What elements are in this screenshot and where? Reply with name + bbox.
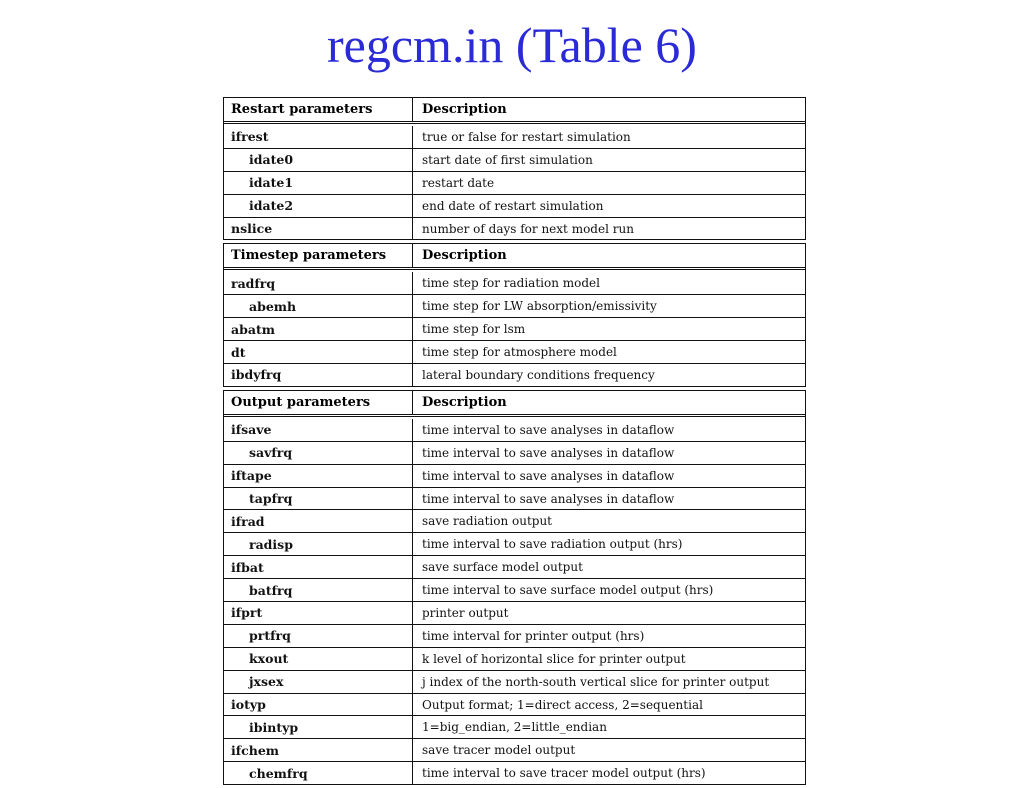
parameter-table	[223, 97, 806, 788]
table-row	[224, 715, 805, 738]
table-row	[224, 464, 805, 487]
table-row	[224, 647, 805, 670]
table-row	[224, 738, 805, 761]
table-row	[224, 148, 805, 171]
parameter-name: kxout	[224, 648, 413, 670]
parameter-name: ifsave	[224, 419, 413, 441]
parameter-description: time interval for printer output (hrs)	[422, 628, 645, 643]
parameter-name: abatm	[224, 318, 413, 340]
table-row	[224, 419, 805, 441]
parameter-description: time step for LW absorption/emissivity	[422, 299, 657, 314]
table-row	[224, 194, 805, 217]
parameter-description: time interval to save analyses in dataflow	[422, 445, 675, 460]
parameter-name: dt	[224, 341, 413, 363]
table-section	[223, 97, 806, 240]
parameter-name: ibdyfrq	[224, 364, 413, 386]
table-row	[224, 217, 805, 240]
parameter-description: time interval to save analyses in dataflow	[422, 491, 675, 506]
parameter-description: lateral boundary conditions frequency	[422, 367, 655, 382]
slide-title: regcm.in (Table 6)	[327, 17, 697, 73]
table-row	[224, 555, 805, 578]
parameter-name: ifchem	[224, 739, 413, 761]
parameter-description: time interval to save radiation output (hrs)	[422, 537, 683, 552]
parameter-description: time step for lsm	[422, 322, 526, 337]
parameter-description: Output format; 1=direct access, 2=sequential	[422, 697, 703, 712]
table-row	[224, 126, 805, 148]
parameter-name: iotyp	[224, 694, 413, 716]
parameter-description: save radiation output	[422, 514, 553, 529]
parameter-description: start date of first simulation	[422, 152, 593, 167]
parameter-description: time interval to save analyses in dataflow	[422, 468, 675, 483]
section-header-description: Description	[422, 102, 507, 117]
table-section	[223, 390, 806, 785]
parameter-description: j index of the north-south vertical slice for printer output	[422, 674, 770, 689]
table-row	[224, 601, 805, 624]
table-row	[224, 693, 805, 716]
table-row	[224, 509, 805, 532]
parameter-name: idate1	[224, 172, 413, 194]
section-header-name: Restart parameters	[224, 98, 413, 121]
parameter-name: idate2	[224, 195, 413, 217]
parameter-name: tapfrq	[224, 488, 413, 510]
table-row	[224, 578, 805, 601]
parameter-name: radisp	[224, 533, 413, 555]
parameter-name: abemh	[224, 295, 413, 317]
parameter-description: time interval to save analyses in dataflow	[422, 422, 675, 437]
section-header-row	[224, 391, 805, 417]
table-row	[224, 441, 805, 464]
section-header-name: Timestep parameters	[224, 244, 413, 267]
parameter-name: nslice	[224, 218, 413, 240]
table-row	[224, 272, 805, 294]
parameter-description: end date of restart simulation	[422, 198, 604, 213]
parameter-name: ifprt	[224, 602, 413, 624]
parameter-name: iftape	[224, 465, 413, 487]
section-header-description: Description	[422, 248, 507, 264]
table-section	[223, 243, 806, 386]
parameter-name: idate0	[224, 149, 413, 171]
section-header-description: Description	[422, 394, 507, 410]
parameter-description: printer output	[422, 605, 509, 620]
table-row	[224, 317, 805, 340]
section-header-name: Output parameters	[224, 391, 413, 414]
parameter-description: time step for radiation model	[422, 276, 600, 291]
parameter-description: save tracer model output	[422, 743, 576, 758]
parameter-name: chemfrq	[224, 762, 413, 784]
parameter-description: k level of horizontal slice for printer output	[422, 651, 686, 666]
parameter-description: time interval to save surface model output (hrs)	[422, 583, 714, 598]
section-header-row	[224, 98, 805, 124]
table-row	[224, 363, 805, 386]
parameter-description: restart date	[422, 175, 495, 190]
parameter-name: ifrad	[224, 510, 413, 532]
parameter-description: time interval to save tracer model output (hrs)	[422, 766, 706, 781]
parameter-description: number of days for next model run	[422, 221, 634, 236]
parameter-name: ifrest	[224, 126, 413, 148]
parameter-description: true or false for restart simulation	[422, 129, 631, 144]
table-row	[224, 670, 805, 693]
parameter-name: batfrq	[224, 579, 413, 601]
parameter-description: save surface model output	[422, 560, 583, 575]
parameter-description: 1=big_endian, 2=little_endian	[422, 720, 607, 735]
parameter-name: radfrq	[224, 272, 413, 294]
table-row	[224, 761, 805, 784]
parameter-name: ibintyp	[224, 716, 413, 738]
table-row	[224, 624, 805, 647]
parameter-name: prtfrq	[224, 625, 413, 647]
parameter-name: jxsex	[224, 671, 413, 693]
table-row	[224, 171, 805, 194]
section-header-row	[224, 244, 805, 270]
parameter-name: ifbat	[224, 556, 413, 578]
parameter-name: savfrq	[224, 442, 413, 464]
table-row	[224, 294, 805, 317]
table-row	[224, 532, 805, 555]
table-row	[224, 340, 805, 363]
parameter-description: time step for atmosphere model	[422, 345, 617, 360]
table-row	[224, 487, 805, 510]
